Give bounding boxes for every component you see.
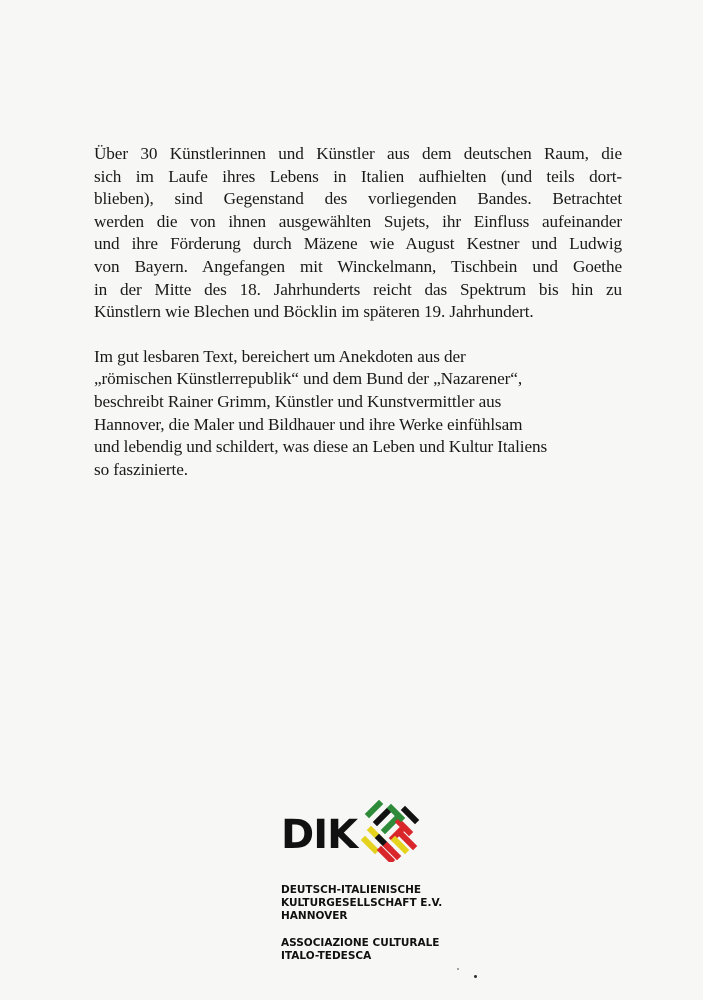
woven-cross-icon [361, 800, 421, 862]
paper-speck [474, 975, 477, 978]
blurb-line: so faszinierte. [94, 459, 188, 479]
blurb-line: werden die von ihnen ausgewählten Sujets, ihr Einfluss aufeinander [94, 211, 622, 231]
blurb-line: Über 30 Künstlerinnen und Künstler aus dem deutschen Raum, die [94, 144, 622, 163]
blurb-line: Im gut lesbaren Text, bereichert um Anekdoten aus der [94, 346, 466, 366]
blurb-line: blieben), sind Gegenstand des vorliegenden Bandes. Betrachtet [94, 189, 622, 209]
logo-wordmark: DIK [281, 812, 358, 858]
blurb-line: und lebendig und schildert, was diese an Leben und Kultur Italiens [94, 437, 548, 457]
blurb-line: sich im Laufe ihres Lebens in Italien aufhielten (und teils dort- [94, 166, 622, 186]
org-line: DEUTSCH-ITALIENISCHE [281, 884, 422, 896]
blurb-text [94, 143, 622, 503]
org-line: ITALO-TEDESCA [281, 950, 372, 962]
org-line: KULTURGESELLSCHAFT E.V. [281, 897, 443, 909]
paper-speck [457, 968, 459, 970]
blurb-line: und ihre Förderung durch Mäzene wie August Kestner und Ludwig [94, 234, 622, 254]
blurb-paragraph-1 [94, 143, 622, 324]
blurb-line: von Bayern. Angefangen mit Winckelmann, Tischbein und Goethe [94, 256, 622, 276]
blurb-line: beschreibt Rainer Grimm, Künstler und Kunstvermittler aus [94, 391, 502, 411]
org-name-italian [281, 937, 541, 963]
blurb-line: Künstlern wie Blechen und Böcklin im späteren 19. Jahrhundert. [94, 302, 534, 322]
blurb-line: Hannover, die Maler und Bildhauer und ihre Werke einfühlsam [94, 414, 523, 434]
org-line: ASSOCIAZIONE CULTURALE [281, 937, 440, 949]
org-line: HANNOVER [281, 910, 348, 922]
blurb-line: in der Mitte des 18. Jahrhunderts reicht das Spektrum bis hin zu [94, 279, 622, 299]
blurb-line: „römischen Künstlerrepublik“ und dem Bund der „Nazarener“, [94, 369, 523, 389]
blurb-paragraph-2 [94, 346, 622, 482]
org-name-german [281, 884, 541, 923]
